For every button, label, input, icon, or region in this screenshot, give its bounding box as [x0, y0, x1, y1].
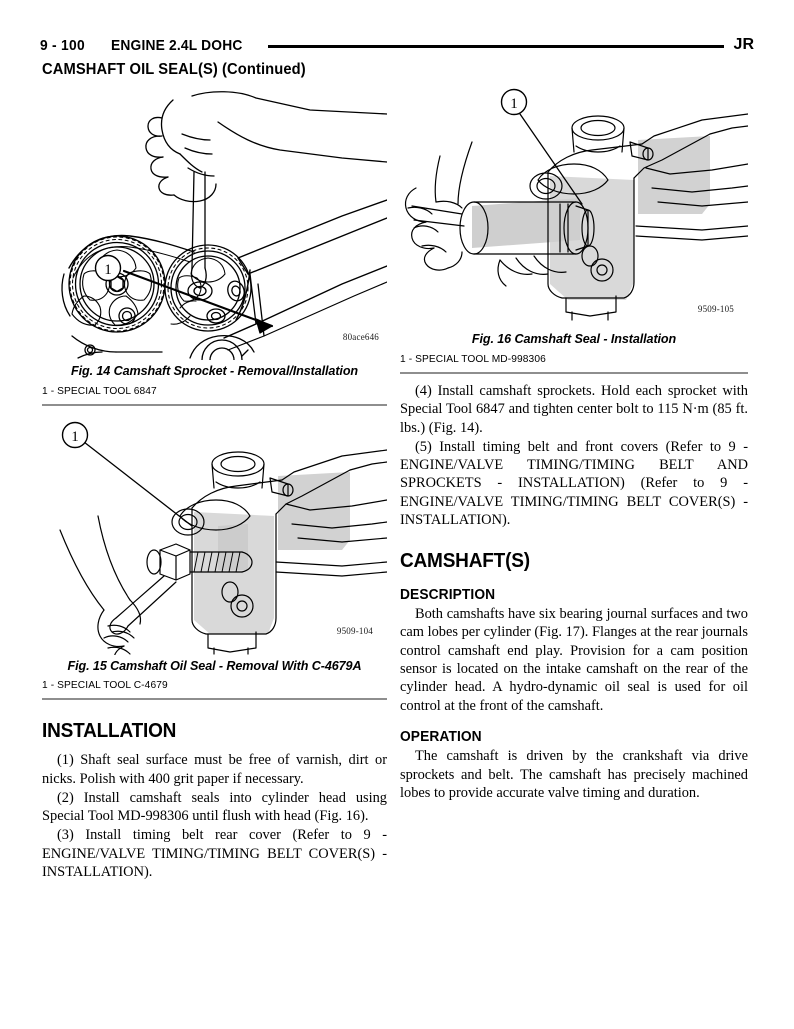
- figure-16-legend: 1 - SPECIAL TOOL MD-998306: [400, 353, 546, 365]
- installation-step-3: (3) Install timing belt rear cover (Refer to 9 - ENGINE/VALVE TIMING/TIMING BELT COVER(S) - INSTALLATION).: [42, 827, 387, 881]
- installation-step-1: (1) Shaft seal surface must be free of varnish, dirt or nicks. Polish with 400 grit paper if necessary.: [42, 752, 387, 787]
- figure-14: [42, 88, 387, 406]
- figure-15-caption: Fig. 15 Camshaft Oil Seal - Removal With C-4679A: [67, 658, 362, 673]
- figure-14-id-code: 80ace646: [342, 332, 379, 342]
- operation-text: The camshaft is driven by the crankshaft via drive sprockets and belt. The camshaft has precisely machined lobes to provide accurate valve timing and duration.: [400, 748, 748, 802]
- header-rule: [268, 45, 724, 48]
- figure-16-divider: [400, 372, 748, 374]
- camshafts-section: [400, 550, 748, 803]
- right-column: [400, 80, 748, 803]
- description-text: Both camshafts have six bearing journal surfaces and two cam lobes per cylinder (Fig. 17). Flanges at the rear journals control camshaft end play. Provision for a cam position sensor is located on the intake camshaft on the rear of the cylinder head. A hydro-dynamic oil seal is used for oil control at the front of the camshaft.: [400, 605, 748, 714]
- figure-15-legend: 1 - SPECIAL TOOL C-4679: [42, 680, 168, 692]
- section-title: ENGINE 2.4L DOHC: [110, 36, 243, 54]
- installation-heading: INSTALLATION: [42, 720, 177, 743]
- installation-section: [42, 720, 387, 881]
- installation-step-2: (2) Install camshaft seals into cylinder head using Special Tool MD-998306 until flush with head (Fig. 16).: [42, 789, 387, 825]
- figure-16-caption: Fig. 16 Camshaft Seal - Installation: [471, 332, 677, 346]
- camshafts-heading: CAMSHAFT(S): [400, 549, 530, 572]
- description-heading: DESCRIPTION: [400, 586, 496, 603]
- figure-15-divider: [42, 698, 387, 700]
- figure-15-callout-text: 1: [71, 428, 79, 445]
- figure-14-callout-text: 1: [104, 262, 112, 278]
- operation-heading: OPERATION: [400, 729, 482, 746]
- figure-14-caption: Fig. 14 Camshaft Sprocket - Removal/Installation: [70, 364, 359, 378]
- page-header: [40, 34, 754, 56]
- page-number: 9 - 100: [40, 36, 85, 54]
- figure-16-callout-text: 1: [510, 96, 518, 112]
- figure-14-divider: [42, 404, 387, 406]
- continued-subheading: CAMSHAFT OIL SEAL(S) (Continued): [42, 61, 306, 78]
- figure-15-artwork: [42, 420, 387, 655]
- figure-16-id-code: 9509-105: [697, 304, 734, 314]
- figure-15: [42, 420, 387, 701]
- continued-steps-section: [400, 382, 748, 530]
- continued-step-5: (5) Install timing belt and front covers (Refer to 9 - ENGINE/VALVE TIMING/TIMING BELT AND SPROCKETS - INSTALLATION) (Refer to 9 - ENGINE/VALVE TIMING/TIMING BELT COVER(S) - INSTALLATION).: [400, 438, 748, 529]
- continued-step-4: (4) Install camshaft sprockets. Hold each sprocket with Special Tool 6847 and tighten center bolt to 115 N·m (85 ft. lbs.) (Fig. 14).: [400, 382, 748, 436]
- figure-15-id-code: 9509-104: [336, 625, 373, 636]
- figure-16: [400, 80, 748, 374]
- manual-code: JR: [733, 36, 754, 53]
- figure-16-artwork: [400, 80, 748, 328]
- left-column: [42, 88, 387, 882]
- figure-14-legend: 1 - SPECIAL TOOL 6847: [42, 385, 157, 397]
- figure-14-artwork: [42, 88, 387, 360]
